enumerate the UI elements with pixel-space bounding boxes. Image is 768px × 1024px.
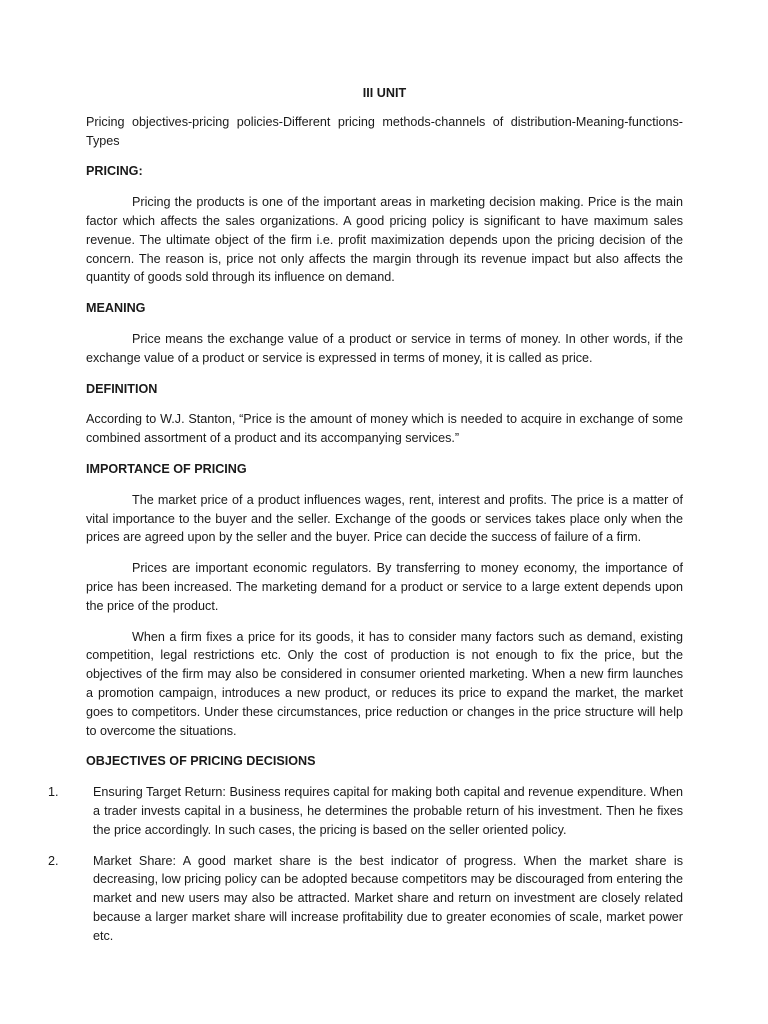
document-page	[48, 84, 683, 957]
unit-subtitle: Pricing objectives-pricing policies-Different pricing methods-channels of distribution-Meaning-functions-Types	[86, 114, 683, 148]
heading-objectives: OBJECTIVES OF PRICING DECISIONS	[86, 754, 316, 769]
heading-definition: DEFINITION	[86, 381, 158, 396]
heading-importance: IMPORTANCE OF PRICING	[86, 461, 247, 476]
list-number: 1.	[48, 785, 59, 800]
paragraph-importance-1: The market price of a product influences wages, rent, interest and profits. The price is a matter of vital importance to the buyer and the seller. Exchange of the goods or services takes place only when the prices are agreed upon by the seller and the buyer. Price can decide the success of failure of a firm.	[86, 492, 683, 545]
section-objectives	[48, 752, 683, 945]
unit-title: III UNIT	[362, 86, 407, 100]
section-meaning	[86, 299, 683, 367]
list-number: 2.	[48, 853, 59, 868]
section-importance	[86, 460, 683, 740]
paragraph-pricing: Pricing the products is one of the important areas in marketing decision making. Price is the main factor which affects the sales organizations. A good pricing policy is significant to have maximum sales revenue. The ultimate object of the firm i.e. profit maximization depends upon the pricing decision of the concern. The reason is, price not only affects the margin through its revenue impact but also affects the quantity of goods sold through its influence on demand.	[86, 195, 683, 285]
paragraph-meaning: Price means the exchange value of a product or service in terms of money. In other words, if the exchange value of a product or service is expressed in terms of money, it is called as price.	[86, 331, 683, 365]
heading-meaning: MEANING	[86, 301, 146, 316]
heading-pricing: PRICING:	[86, 164, 143, 179]
objective-text: Market Share: A good market share is the best indicator of progress. When the market share is decreasing, low pricing policy can be adopted because competitors may be discouraged from entering the market and new users may also be attracted. Market share and return on investment are closely related because a larger market share will increase profitability due to greater economies of scale, market power etc.	[93, 853, 683, 943]
objectives-list	[48, 783, 683, 945]
paragraph-importance-2: Prices are important economic regulators. By transferring to money economy, the importance of price has been increased. The marketing demand for a product or service to a large extent depends upon the price of the product.	[86, 561, 683, 613]
paragraph-importance-3: When a firm fixes a price for its goods, it has to consider many factors such as demand, existing competition, legal restrictions etc. Only the cost of production is not enough to fix the price, but the objectives of the firm may also be considered in consumer oriented marketing. When a new firm launches a promotion campaign, introduces a new product, or reduces its price to expand the market, the market goes to competitors. Under these circumstances, price reduction or changes in the price structure will help to overcome the situations.	[86, 629, 683, 738]
objective-item-2	[48, 852, 683, 946]
objective-item-1	[48, 783, 683, 839]
section-definition	[86, 380, 683, 448]
objective-text: Ensuring Target Return: Business requires capital for making both capital and revenue expenditure. When a trader invests capital in a business, he determines the probable return of his investment. Then he fixes the price accordingly. In such cases, the pricing is based on the seller oriented policy.	[93, 785, 683, 837]
section-pricing	[86, 162, 683, 287]
paragraph-definition: According to W.J. Stanton, “Price is the amount of money which is needed to acquire in exchange of some combined assortment of a product and its accompanying services.”	[86, 412, 683, 446]
